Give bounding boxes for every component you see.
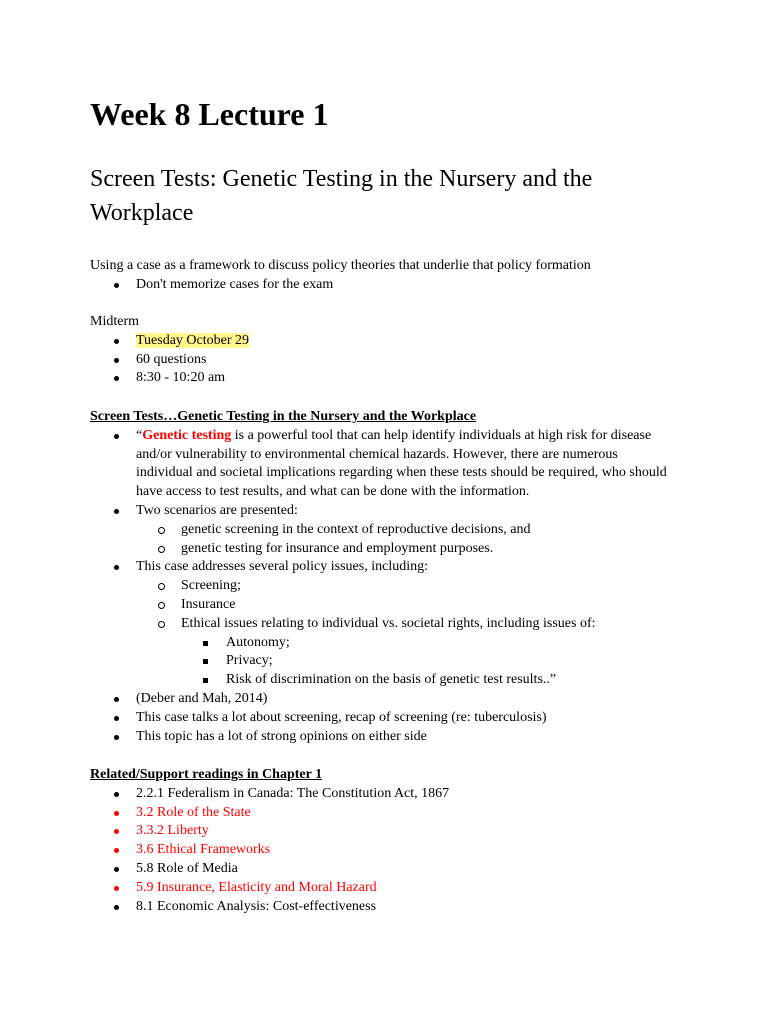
list-item xyxy=(90,427,690,502)
midterm-section xyxy=(90,313,690,388)
reading-item: 3.2 Role of the State xyxy=(90,804,690,823)
list-item: This case talks a lot about screening, recap of screening (re: tuberculosis) xyxy=(90,709,690,728)
midterm-time: 8:30 - 10:20 am xyxy=(136,370,226,386)
screen-tests-section xyxy=(90,408,690,746)
citation: (Deber and Mah, 2014) xyxy=(136,690,268,706)
reading-item: 5.9 Insurance, Elasticity and Moral Hazard xyxy=(90,879,690,898)
bullet-icon xyxy=(114,697,119,702)
circle-bullet-icon xyxy=(158,583,165,590)
midterm-label: Midterm xyxy=(90,314,139,329)
bullet-icon xyxy=(114,905,119,910)
reading-item: 3.6 Ethical Frameworks xyxy=(90,841,690,860)
list-item: Autonomy; xyxy=(90,634,690,653)
readings-section xyxy=(90,766,690,916)
screen-tests-list xyxy=(90,427,690,747)
midterm-date: Tuesday October 29 xyxy=(136,332,250,348)
bullet-icon xyxy=(114,735,119,740)
intro-section xyxy=(90,257,690,295)
list-item: Privacy; xyxy=(90,652,690,671)
list-item: This topic has a lot of strong opinions on either side xyxy=(90,728,690,747)
circle-bullet-icon xyxy=(158,602,165,609)
section-heading: Related/Support readings in Chapter 1 xyxy=(90,767,323,782)
list-item: This case addresses several policy issues, including: xyxy=(90,558,690,577)
section-heading: Screen Tests…Genetic Testing in the Nursery and the Workplace xyxy=(90,409,477,424)
bullet-icon xyxy=(114,716,119,721)
list-item: Two scenarios are presented: xyxy=(90,502,690,521)
bullet-icon xyxy=(114,886,119,891)
bullet-icon xyxy=(114,792,119,797)
page-subtitle: Screen Tests: Genetic Testing in the Nursery and the Workplace xyxy=(90,166,593,226)
bullet-icon xyxy=(114,565,119,570)
square-bullet-icon xyxy=(203,641,208,646)
list-item xyxy=(90,332,690,351)
bullet-icon xyxy=(114,811,119,816)
circle-bullet-icon xyxy=(158,527,165,534)
bullet-icon xyxy=(114,434,119,439)
bullet-icon xyxy=(114,358,119,363)
bullet-icon xyxy=(114,283,119,288)
list-item xyxy=(90,690,690,709)
list-item: genetic screening in the context of reproductive decisions, and xyxy=(90,521,690,540)
bullet-icon xyxy=(114,339,119,344)
list-item: Ethical issues relating to individual vs. societal rights, including issues of: xyxy=(90,615,690,634)
list-item: Screening; xyxy=(90,577,690,596)
key-term: Genetic testing xyxy=(142,427,232,443)
reading-item: 8.1 Economic Analysis: Cost-effectiveness xyxy=(90,898,690,917)
list-item: Don't memorize cases for the exam xyxy=(90,276,690,295)
list-item xyxy=(90,351,690,370)
quote-text: “Genetic testing is a powerful tool that can help identify individuals at high risk for disease and/or vulnerability to environmental chemical hazards. However, there are numerous individual and societal implications regarding when these tests should be required, who should have access to test results, and what can be done with the information. xyxy=(136,427,667,500)
list-item xyxy=(90,369,690,388)
square-bullet-icon xyxy=(203,678,208,683)
circle-bullet-icon xyxy=(158,546,165,553)
reading-item: 2.2.1 Federalism in Canada: The Constitution Act, 1867 xyxy=(90,785,690,804)
bullet-icon xyxy=(114,848,119,853)
intro-text: Using a case as a framework to discuss policy theories that underlie that policy formation xyxy=(90,258,591,273)
circle-bullet-icon xyxy=(158,621,165,628)
readings-list xyxy=(90,785,690,917)
page-title: Week 8 Lecture 1 xyxy=(90,96,329,132)
bullet-icon xyxy=(114,829,119,834)
list-item: Insurance xyxy=(90,596,690,615)
bullet-icon xyxy=(114,509,119,514)
midterm-questions: 60 questions xyxy=(136,351,207,367)
bullet-icon xyxy=(114,867,119,872)
reading-item: 3.3.2 Liberty xyxy=(90,822,690,841)
reading-item: 5.8 Role of Media xyxy=(90,860,690,879)
bullet-icon xyxy=(114,376,119,381)
square-bullet-icon xyxy=(203,659,208,664)
list-item: genetic testing for insurance and employment purposes. xyxy=(90,540,690,559)
list-item: Risk of discrimination on the basis of genetic test results..” xyxy=(90,671,690,690)
midterm-list xyxy=(90,332,690,388)
intro-list xyxy=(90,276,690,295)
